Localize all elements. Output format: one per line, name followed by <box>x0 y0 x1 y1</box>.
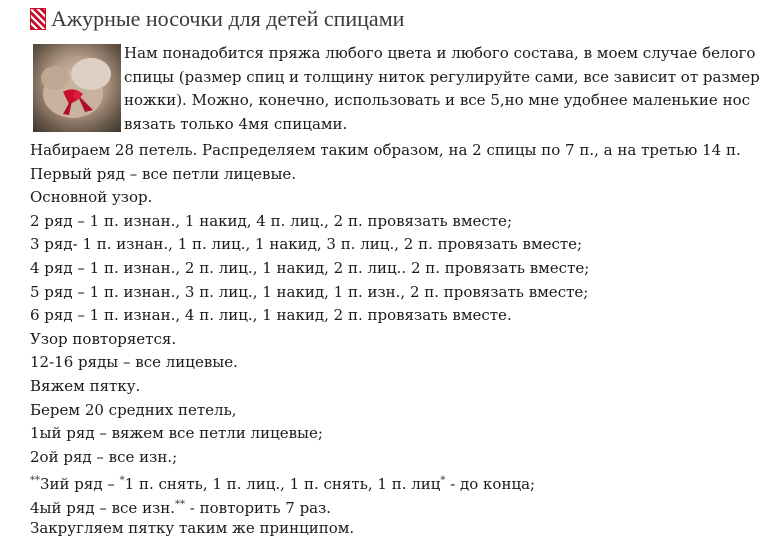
instruction-line: Узор повторяется. <box>30 329 177 348</box>
stars-marker: * <box>440 475 446 487</box>
instruction-line: Вяжем пятку. <box>30 376 141 395</box>
article-flag-icon <box>30 8 46 30</box>
instructions <box>30 139 763 540</box>
sock-thumbnail[interactable] <box>33 44 121 132</box>
intro-line: Нам понадобится пряжа любого цвета и любого состава, в моем случае белого <box>124 44 756 62</box>
instruction-line: Первый ряд – все петли лицевые. <box>30 164 297 183</box>
row4-text-a: 4ый ряд – все изн. <box>30 498 176 517</box>
stars-marker: * <box>119 475 125 487</box>
row3-text-a: 3ий ряд – <box>40 475 120 494</box>
instruction-line: 6 ряд – 1 п. изнан., 4 п. лиц., 1 накид, 2 п. провязать вместе. <box>30 306 512 325</box>
instruction-line: Основной узор. <box>30 188 153 207</box>
article-title <box>30 6 404 32</box>
article-title-text: Ажурные носочки для детей спицами <box>51 6 405 31</box>
instruction-line: 2ой ряд – все изн.; <box>30 447 178 466</box>
instruction-line: 4 ряд – 1 п. изнан., 2 п. лиц., 1 накид, 2 п. лиц.. 2 п. провязать вместе; <box>30 258 590 277</box>
instruction-line-row3 <box>30 469 763 493</box>
stars-marker: ** <box>175 498 186 510</box>
instruction-line: Набираем 28 петель. Распределяем таким образом, на 2 спицы по 7 п., а на третью 14 п. <box>30 141 741 159</box>
intro-line: ножки). Можно, конечно, использовать и все 5,но мне удобнее маленькие нос <box>124 91 751 109</box>
intro-paragraph <box>124 42 763 136</box>
instruction-line: Берем 20 средних петель, <box>30 400 237 419</box>
instruction-line-row4 <box>30 493 763 517</box>
intro-line: вязать только 4мя спицами. <box>124 114 348 133</box>
instruction-line: 1ый ряд – вяжем все петли лицевые; <box>30 424 323 443</box>
instruction-line: 12-16 ряды – все лицевые. <box>30 353 238 372</box>
row4-text-b: - повторить 7 раз. <box>185 498 332 517</box>
row3-text-c: - до конца; <box>445 475 536 494</box>
intro-line: спицы (размер спиц и толщину ниток регулируйте сами, все зависит от размер <box>124 67 760 86</box>
instruction-line: Закругляем пятку таким же принципом. <box>30 518 355 537</box>
instruction-line: 3 ряд- 1 п. изнан., 1 п. лиц., 1 накид, 3 п. лиц., 2 п. провязать вместе; <box>30 235 583 254</box>
stars-marker: ** <box>30 475 40 487</box>
instruction-line: 5 ряд – 1 п. изнан., 3 п. лиц., 1 накид, 1 п. изн., 2 п. провязать вместе; <box>30 282 589 301</box>
row3-text-b: 1 п. снять, 1 п. лиц., 1 п. снять, 1 п. лиц <box>124 475 441 494</box>
instruction-line: 2 ряд – 1 п. изнан., 1 накид, 4 п. лиц., 2 п. провязать вместе; <box>30 211 512 230</box>
sock-photo-icon <box>33 44 121 132</box>
